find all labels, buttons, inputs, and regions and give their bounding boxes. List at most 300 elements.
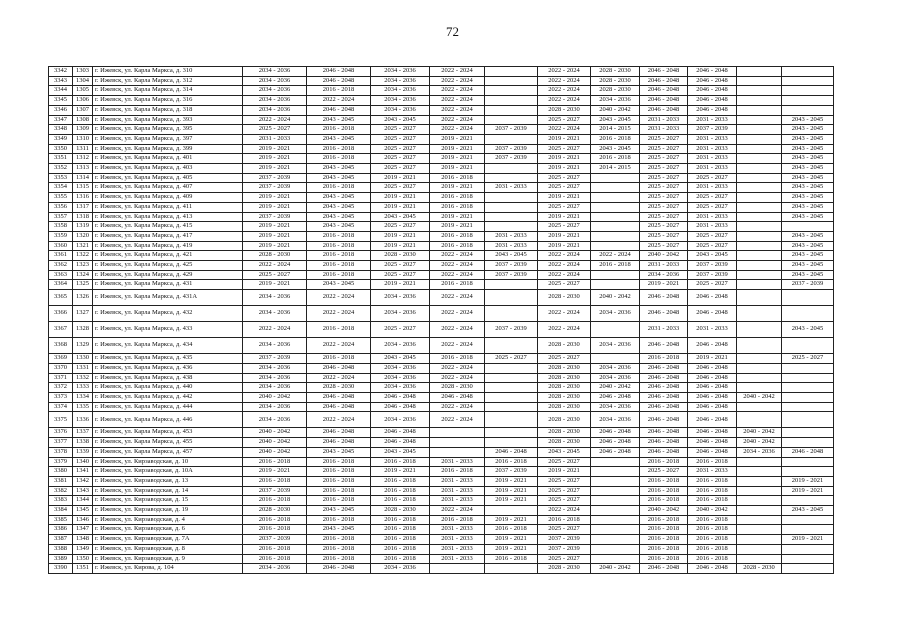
period-cell: 2031 - 2033 <box>485 183 538 193</box>
period-cell: 2037 - 2039 <box>243 354 307 364</box>
period-cell <box>737 134 782 144</box>
period-cell: 2022 - 2024 <box>538 76 591 86</box>
period-cell <box>782 438 834 448</box>
period-cell <box>591 231 640 241</box>
period-cell <box>737 402 782 412</box>
row-number-cell: 3360 <box>49 241 73 251</box>
period-cell: 2040 - 2042 <box>591 564 640 574</box>
period-cell <box>485 134 538 144</box>
period-cell: 2043 - 2045 <box>538 447 591 457</box>
period-cell: 2025 - 2027 <box>538 457 591 467</box>
object-number-cell: 1321 <box>73 241 93 251</box>
period-cell: 2016 - 2018 <box>307 496 371 506</box>
period-cell: 2016 - 2018 <box>640 544 688 554</box>
period-cell: 2016 - 2018 <box>430 354 485 364</box>
period-cell: 2028 - 2030 <box>538 383 591 393</box>
period-cell: 2046 - 2048 <box>640 428 688 438</box>
period-cell: 2028 - 2030 <box>538 290 591 306</box>
period-cell: 2028 - 2030 <box>591 86 640 96</box>
period-cell: 2019 - 2021 <box>485 544 538 554</box>
period-cell <box>485 280 538 290</box>
period-cell: 2043 - 2045 <box>371 447 430 457</box>
period-cell: 2046 - 2048 <box>307 428 371 438</box>
period-cell <box>591 486 640 496</box>
period-cell: 2022 - 2024 <box>307 290 371 306</box>
period-cell: 2043 - 2045 <box>307 212 371 222</box>
period-cell: 2040 - 2042 <box>591 105 640 115</box>
period-cell: 2019 - 2021 <box>485 515 538 525</box>
address-cell: г. Ижевск, ул. Карла Маркса, д. 397 <box>93 134 243 144</box>
period-cell: 2025 - 2027 <box>538 183 591 193</box>
period-cell: 2016 - 2018 <box>307 515 371 525</box>
period-cell: 2019 - 2021 <box>371 202 430 212</box>
period-cell: 2043 - 2045 <box>307 134 371 144</box>
period-cell: 2034 - 2036 <box>243 86 307 96</box>
row-number-cell: 3371 <box>49 373 73 383</box>
period-cell: 2016 - 2018 <box>307 554 371 564</box>
row-number-cell: 3372 <box>49 383 73 393</box>
period-cell <box>782 496 834 506</box>
object-number-cell: 1323 <box>73 261 93 271</box>
table-row <box>49 535 834 545</box>
object-number-cell: 1331 <box>73 363 93 373</box>
period-cell: 2022 - 2024 <box>538 270 591 280</box>
row-number-cell: 3373 <box>49 392 73 402</box>
table-row <box>49 76 834 86</box>
address-cell: г. Ижевск, ул. Карла Маркса, д. 399 <box>93 144 243 154</box>
period-cell: 2037 - 2039 <box>485 144 538 154</box>
period-cell: 2034 - 2036 <box>243 402 307 412</box>
table-row <box>49 447 834 457</box>
period-cell: 2016 - 2018 <box>640 535 688 545</box>
period-cell <box>737 338 782 354</box>
period-cell: 2046 - 2048 <box>430 392 485 402</box>
object-number-cell: 1312 <box>73 154 93 164</box>
period-cell: 2016 - 2018 <box>688 544 737 554</box>
period-cell: 2022 - 2024 <box>430 261 485 271</box>
period-cell <box>430 447 485 457</box>
period-cell <box>782 105 834 115</box>
page-number: 72 <box>446 24 459 39</box>
period-cell: 2046 - 2048 <box>688 105 737 115</box>
period-cell: 2019 - 2021 <box>371 231 430 241</box>
period-cell: 2034 - 2036 <box>371 383 430 393</box>
period-cell: 2043 - 2045 <box>782 202 834 212</box>
period-cell: 2019 - 2021 <box>430 154 485 164</box>
period-cell: 2016 - 2018 <box>371 554 430 564</box>
object-number-cell: 1328 <box>73 322 93 338</box>
row-number-cell: 3342 <box>49 67 73 77</box>
period-cell <box>782 363 834 373</box>
period-cell <box>591 496 640 506</box>
period-cell: 2025 - 2027 <box>538 496 591 506</box>
period-cell: 2046 - 2048 <box>688 412 737 428</box>
period-cell: 2034 - 2036 <box>243 564 307 574</box>
address-cell: г. Ижевск, ул. Кирзаводская, д. 14 <box>93 486 243 496</box>
period-cell <box>485 212 538 222</box>
period-cell: 2046 - 2048 <box>640 105 688 115</box>
period-cell: 2019 - 2021 <box>538 154 591 164</box>
period-cell: 2025 - 2027 <box>538 525 591 535</box>
period-cell <box>430 564 485 574</box>
object-number-cell: 1316 <box>73 193 93 203</box>
period-cell: 2037 - 2039 <box>243 183 307 193</box>
period-cell: 2046 - 2048 <box>307 105 371 115</box>
object-number-cell: 1347 <box>73 525 93 535</box>
period-cell <box>782 457 834 467</box>
period-cell: 2016 - 2018 <box>485 525 538 535</box>
period-cell: 2019 - 2021 <box>538 231 591 241</box>
period-cell: 2031 - 2033 <box>430 496 485 506</box>
period-cell <box>485 373 538 383</box>
table-row <box>49 212 834 222</box>
period-cell: 2025 - 2027 <box>640 134 688 144</box>
period-cell: 2016 - 2018 <box>688 515 737 525</box>
row-number-cell: 3345 <box>49 96 73 106</box>
object-number-cell: 1333 <box>73 383 93 393</box>
row-number-cell: 3344 <box>49 86 73 96</box>
object-number-cell: 1311 <box>73 144 93 154</box>
period-cell: 2025 - 2027 <box>371 125 430 135</box>
period-cell: 2034 - 2036 <box>591 96 640 106</box>
period-cell: 2043 - 2045 <box>782 173 834 183</box>
period-cell: 2037 - 2039 <box>538 535 591 545</box>
period-cell <box>430 428 485 438</box>
period-cell: 2022 - 2024 <box>307 373 371 383</box>
period-cell <box>591 322 640 338</box>
period-cell <box>782 554 834 564</box>
period-cell: 2046 - 2048 <box>591 447 640 457</box>
period-cell: 2046 - 2048 <box>591 438 640 448</box>
object-number-cell: 1346 <box>73 515 93 525</box>
period-cell: 2016 - 2018 <box>640 515 688 525</box>
period-cell: 2016 - 2018 <box>243 476 307 486</box>
period-cell <box>485 564 538 574</box>
period-cell: 2034 - 2036 <box>640 270 688 280</box>
period-cell: 2034 - 2036 <box>591 373 640 383</box>
row-number-cell: 3368 <box>49 338 73 354</box>
period-cell: 2034 - 2036 <box>243 105 307 115</box>
period-cell: 2043 - 2045 <box>307 280 371 290</box>
row-number-cell: 3389 <box>49 554 73 564</box>
period-cell: 2019 - 2021 <box>243 193 307 203</box>
period-cell: 2031 - 2033 <box>243 134 307 144</box>
period-cell: 2040 - 2042 <box>591 290 640 306</box>
object-number-cell: 1308 <box>73 115 93 125</box>
period-cell: 2025 - 2027 <box>538 173 591 183</box>
period-cell: 2022 - 2024 <box>430 412 485 428</box>
period-cell: 2019 - 2021 <box>371 193 430 203</box>
address-cell: г. Ижевск, ул. Карла Маркса, д. 407 <box>93 183 243 193</box>
period-cell: 2025 - 2027 <box>640 173 688 183</box>
period-cell: 2016 - 2018 <box>640 457 688 467</box>
period-cell: 2022 - 2024 <box>430 306 485 322</box>
table-row <box>49 486 834 496</box>
period-cell <box>737 154 782 164</box>
address-cell: г. Ижевск, ул. Карла Маркса, д. 429 <box>93 270 243 280</box>
period-cell <box>782 402 834 412</box>
address-cell: г. Ижевск, ул. Карла Маркса, д. 438 <box>93 373 243 383</box>
period-cell <box>737 354 782 364</box>
period-cell: 2031 - 2033 <box>485 241 538 251</box>
period-cell <box>430 438 485 448</box>
period-cell: 2016 - 2018 <box>371 457 430 467</box>
period-cell: 2022 - 2024 <box>538 322 591 338</box>
period-cell: 2043 - 2045 <box>782 115 834 125</box>
period-cell: 2046 - 2048 <box>307 67 371 77</box>
period-cell: 2040 - 2042 <box>737 428 782 438</box>
address-cell: г. Ижевск, ул. Кирзаводская, д. 6 <box>93 525 243 535</box>
period-cell: 2043 - 2045 <box>782 506 834 516</box>
row-number-cell: 3347 <box>49 115 73 125</box>
period-cell: 2016 - 2018 <box>243 544 307 554</box>
period-cell: 2019 - 2021 <box>243 202 307 212</box>
address-cell: г. Ижевск, ул. Кирзаводская, д. 8 <box>93 544 243 554</box>
address-cell: г. Ижевск, ул. Карла Маркса, д. 312 <box>93 76 243 86</box>
period-cell: 2031 - 2033 <box>688 154 737 164</box>
period-cell: 2043 - 2045 <box>782 144 834 154</box>
address-cell: г. Ижевск, ул. Карла Маркса, д. 432 <box>93 306 243 322</box>
period-cell: 2022 - 2024 <box>430 76 485 86</box>
period-cell: 2022 - 2024 <box>591 251 640 261</box>
period-cell <box>485 202 538 212</box>
address-cell: г. Ижевск, ул. Карла Маркса, д. 457 <box>93 447 243 457</box>
row-number-cell: 3376 <box>49 428 73 438</box>
period-cell <box>782 392 834 402</box>
period-cell: 2016 - 2018 <box>640 525 688 535</box>
period-cell <box>485 383 538 393</box>
period-cell: 2046 - 2048 <box>640 564 688 574</box>
period-cell <box>737 96 782 106</box>
period-cell <box>737 164 782 174</box>
period-cell <box>737 270 782 280</box>
period-cell: 2046 - 2048 <box>371 428 430 438</box>
period-cell <box>485 193 538 203</box>
address-cell: г. Ижевск, ул. Карла Маркса, д. 314 <box>93 86 243 96</box>
period-cell: 2019 - 2021 <box>538 164 591 174</box>
period-cell: 2016 - 2018 <box>640 496 688 506</box>
object-number-cell: 1345 <box>73 506 93 516</box>
object-number-cell: 1340 <box>73 457 93 467</box>
period-cell: 2022 - 2024 <box>430 338 485 354</box>
period-cell: 2022 - 2024 <box>538 251 591 261</box>
period-cell: 2028 - 2030 <box>307 383 371 393</box>
row-number-cell: 3387 <box>49 535 73 545</box>
period-cell: 2019 - 2021 <box>640 280 688 290</box>
period-cell: 2022 - 2024 <box>538 261 591 271</box>
row-number-cell: 3354 <box>49 183 73 193</box>
address-cell: г. Ижевск, ул. Карла Маркса, д. 415 <box>93 222 243 232</box>
address-cell: г. Ижевск, ул. Карла Маркса, д. 453 <box>93 428 243 438</box>
object-number-cell: 1342 <box>73 476 93 486</box>
period-cell: 2016 - 2018 <box>243 525 307 535</box>
address-cell: г. Ижевск, ул. Карла Маркса, д. 411 <box>93 202 243 212</box>
period-cell: 2031 - 2033 <box>688 164 737 174</box>
table-row <box>49 412 834 428</box>
table-row <box>49 506 834 516</box>
object-number-cell: 1307 <box>73 105 93 115</box>
period-cell <box>485 506 538 516</box>
row-number-cell: 3346 <box>49 105 73 115</box>
period-cell: 2025 - 2027 <box>640 164 688 174</box>
period-cell: 2043 - 2045 <box>307 115 371 125</box>
period-cell: 2025 - 2027 <box>640 241 688 251</box>
period-cell: 2022 - 2024 <box>430 373 485 383</box>
period-cell: 2040 - 2042 <box>688 506 737 516</box>
period-cell: 2016 - 2018 <box>307 476 371 486</box>
address-cell: г. Ижевск, ул. Карла Маркса, д. 425 <box>93 261 243 271</box>
period-cell <box>591 554 640 564</box>
period-cell: 2025 - 2027 <box>640 212 688 222</box>
period-cell: 2025 - 2027 <box>243 125 307 135</box>
period-cell: 2016 - 2018 <box>430 241 485 251</box>
table-row <box>49 144 834 154</box>
period-cell: 2019 - 2021 <box>538 193 591 203</box>
object-number-cell: 1349 <box>73 544 93 554</box>
row-number-cell: 3375 <box>49 412 73 428</box>
period-cell: 2046 - 2048 <box>485 447 538 457</box>
period-cell: 2046 - 2048 <box>688 428 737 438</box>
period-cell <box>737 554 782 564</box>
period-cell: 2025 - 2027 <box>782 354 834 364</box>
period-cell: 2025 - 2027 <box>688 173 737 183</box>
period-cell: 2016 - 2018 <box>307 144 371 154</box>
object-number-cell: 1339 <box>73 447 93 457</box>
period-cell: 2025 - 2027 <box>640 154 688 164</box>
period-cell: 2016 - 2018 <box>243 457 307 467</box>
period-cell <box>737 280 782 290</box>
period-cell: 2028 - 2030 <box>538 412 591 428</box>
table-row <box>49 525 834 535</box>
period-cell <box>591 354 640 364</box>
period-cell: 2046 - 2048 <box>688 96 737 106</box>
address-cell: г. Ижевск, ул. Карла Маркса, д. 417 <box>93 231 243 241</box>
table-row <box>49 222 834 232</box>
table-row <box>49 496 834 506</box>
period-cell <box>737 212 782 222</box>
period-cell: 2046 - 2048 <box>688 447 737 457</box>
period-cell: 2025 - 2027 <box>640 144 688 154</box>
period-cell <box>782 290 834 306</box>
table-row <box>49 392 834 402</box>
period-cell: 2022 - 2024 <box>307 96 371 106</box>
period-cell <box>737 222 782 232</box>
period-cell <box>485 173 538 183</box>
object-number-cell: 1332 <box>73 373 93 383</box>
period-cell: 2019 - 2021 <box>538 212 591 222</box>
period-cell: 2022 - 2024 <box>538 506 591 516</box>
period-cell: 2022 - 2024 <box>538 86 591 96</box>
period-cell <box>737 383 782 393</box>
period-cell: 2025 - 2027 <box>688 202 737 212</box>
address-cell: г. Ижевск, ул. Карла Маркса, д. 436 <box>93 363 243 373</box>
period-cell <box>737 515 782 525</box>
period-cell: 2025 - 2027 <box>640 202 688 212</box>
period-cell <box>782 306 834 322</box>
period-cell: 2034 - 2036 <box>591 402 640 412</box>
period-cell: 2031 - 2033 <box>640 115 688 125</box>
row-number-cell: 3362 <box>49 261 73 271</box>
period-cell: 2031 - 2033 <box>688 222 737 232</box>
object-number-cell: 1341 <box>73 467 93 477</box>
period-cell: 2031 - 2033 <box>640 261 688 271</box>
row-number-cell: 3350 <box>49 144 73 154</box>
table-row <box>49 67 834 77</box>
period-cell: 2019 - 2021 <box>430 183 485 193</box>
period-cell <box>782 412 834 428</box>
period-cell: 2022 - 2024 <box>430 86 485 96</box>
row-number-cell: 3386 <box>49 525 73 535</box>
period-cell: 2034 - 2036 <box>371 338 430 354</box>
period-cell: 2016 - 2018 <box>307 261 371 271</box>
table-row <box>49 467 834 477</box>
period-cell: 2016 - 2018 <box>430 515 485 525</box>
period-cell: 2025 - 2027 <box>371 134 430 144</box>
address-cell: г. Ижевск, ул. Кирзаводская, д. 19 <box>93 506 243 516</box>
row-number-cell: 3369 <box>49 354 73 364</box>
address-cell: г. Ижевск, ул. Карла Маркса, д. 393 <box>93 115 243 125</box>
period-cell: 2016 - 2018 <box>485 457 538 467</box>
period-cell: 2025 - 2027 <box>640 231 688 241</box>
period-cell: 2043 - 2045 <box>782 241 834 251</box>
period-cell <box>485 402 538 412</box>
period-cell: 2046 - 2048 <box>591 392 640 402</box>
period-cell: 2043 - 2045 <box>307 525 371 535</box>
period-cell: 2016 - 2018 <box>371 535 430 545</box>
period-cell: 2043 - 2045 <box>307 222 371 232</box>
period-cell: 2025 - 2027 <box>243 270 307 280</box>
table-row <box>49 86 834 96</box>
table-row <box>49 173 834 183</box>
row-number-cell: 3352 <box>49 164 73 174</box>
period-cell: 2046 - 2048 <box>640 383 688 393</box>
period-cell: 2046 - 2048 <box>307 392 371 402</box>
period-cell: 2025 - 2027 <box>371 183 430 193</box>
period-cell: 2025 - 2027 <box>688 280 737 290</box>
period-cell: 2043 - 2045 <box>782 322 834 338</box>
object-number-cell: 1313 <box>73 164 93 174</box>
period-cell: 2046 - 2048 <box>688 76 737 86</box>
period-cell: 2016 - 2018 <box>640 554 688 564</box>
period-cell: 2031 - 2033 <box>430 476 485 486</box>
period-cell: 2043 - 2045 <box>782 231 834 241</box>
period-cell: 2034 - 2036 <box>371 105 430 115</box>
period-cell <box>737 373 782 383</box>
period-cell: 2040 - 2042 <box>640 506 688 516</box>
row-number-cell: 3374 <box>49 402 73 412</box>
period-cell: 2016 - 2018 <box>688 476 737 486</box>
period-cell: 2043 - 2045 <box>591 115 640 125</box>
period-cell: 2046 - 2048 <box>688 67 737 77</box>
period-cell: 2016 - 2018 <box>307 322 371 338</box>
period-cell: 2043 - 2045 <box>307 173 371 183</box>
period-cell <box>485 363 538 373</box>
period-cell: 2046 - 2048 <box>688 564 737 574</box>
table-row <box>49 457 834 467</box>
period-cell: 2022 - 2024 <box>307 412 371 428</box>
period-cell: 2028 - 2030 <box>430 383 485 393</box>
period-cell <box>737 231 782 241</box>
period-cell: 2034 - 2036 <box>243 76 307 86</box>
period-cell: 2037 - 2039 <box>243 486 307 496</box>
period-cell: 2046 - 2048 <box>371 438 430 448</box>
period-cell <box>591 467 640 477</box>
address-cell: г. Ижевск, ул. Карла Маркса, д. 395 <box>93 125 243 135</box>
period-cell: 2037 - 2039 <box>688 125 737 135</box>
period-cell: 2037 - 2039 <box>243 212 307 222</box>
table-row <box>49 290 834 306</box>
period-cell: 2046 - 2048 <box>307 564 371 574</box>
